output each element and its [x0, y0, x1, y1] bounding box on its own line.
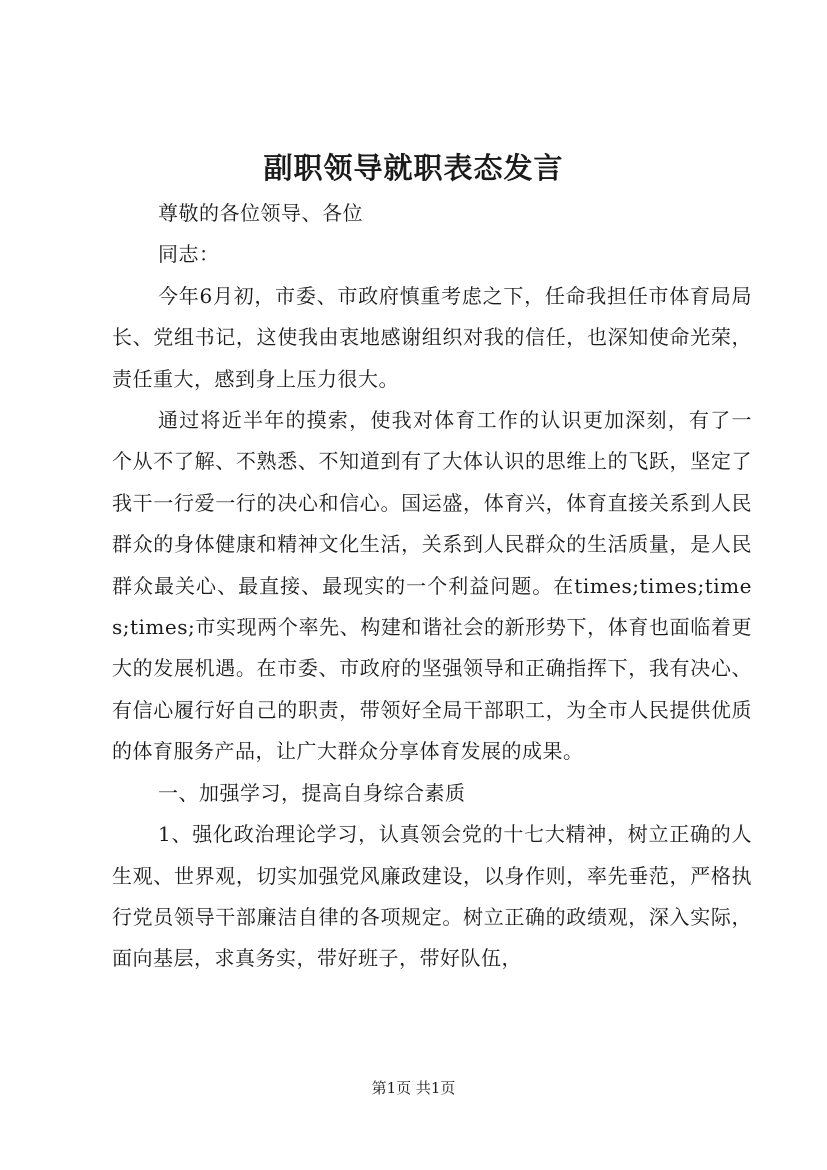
paragraph-appointment: 今年6月初，市委、市政府慎重考虑之下，任命我担任市体育局局长、党组书记，这使我由衷地感谢组织对我的信任，也深知使命光荣，责任重大，感到身上压力很大。 [112, 283, 752, 391]
paragraph-understanding: 通过将近半年的摸索，使我对体育工作的认识更加深刻，有了一个从不了解、不熟悉、不知道到有了大体认识的思维上的飞跃，坚定了我干一行爱一行的决心和信心。国运盛，体育兴，体育直接关系到人民群众的身体健康和精神文化生活，关系到人民群众的生活质量，是人民群众最关心、最直接、最现实的一个利益问题。在times;times;times;times;市实现两个率先、构建和谐社会的新形势下，体育也面临着更大的发展机遇。在市委、市政府的坚强领导和正确指挥下，我有决心、有信心履行好自己的职责，带领好全局干部职工，为全市人民提供优质的体育服务产品，让广大群众分享体育发展的成果。 [112, 408, 752, 764]
salutation-line-1: 尊敬的各位领导、各位 [158, 201, 363, 225]
document-title: 副职领导就职表态发言 [263, 151, 564, 185]
section-heading-1: 一、加强学习，提高自身综合素质 [158, 780, 466, 805]
salutation-line-2: 同志： [158, 242, 220, 267]
page-footer: 第1页 共1页 [371, 1079, 456, 1097]
paragraph-item-1: 1、强化政治理论学习，认真领会党的十七大精神，树立正确的人生观、世界观，切实加强党风廉政建设，以身作则，率先垂范，严格执行党员领导干部廉洁自律的各项规定。树立正确的政绩观，深入实际，面向基层，求真务实，带好班子，带好队伍， [112, 822, 752, 971]
document-body [112, 193, 752, 980]
